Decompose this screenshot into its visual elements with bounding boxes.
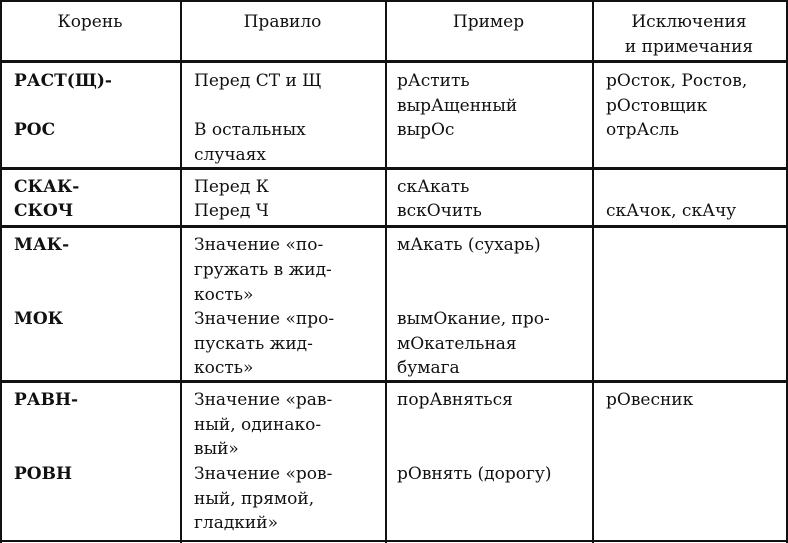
example-cell: вскОчить (397, 201, 482, 221)
row-divider (0, 0, 788, 2)
example-cell: рОвнять (дорогу) (397, 464, 552, 484)
example-cell: вымОкание, про- (397, 309, 550, 329)
rule-cell: Значение «по- (194, 235, 324, 255)
rule-cell: вый» (194, 439, 239, 459)
row-divider (0, 225, 788, 228)
row-divider (0, 540, 788, 542)
rule-cell: гладкий» (194, 513, 278, 533)
column-divider (385, 0, 387, 543)
example-cell: вырОс (397, 120, 455, 140)
example-cell: порАвняться (397, 390, 513, 410)
exception-cell: рОвесник (606, 390, 694, 410)
exception-cell: отрАсль (606, 120, 679, 140)
example-cell: мОкательная (397, 334, 517, 354)
rule-cell: В остальных (194, 120, 306, 140)
example-cell: вырАщенный (397, 96, 518, 116)
column-divider (592, 0, 594, 543)
root-cell: РОС (14, 120, 56, 140)
header-rule: Правило (243, 12, 322, 32)
rule-cell: ный, прямой, (194, 489, 315, 509)
root-cell: РАВН- (14, 390, 79, 410)
root-cell: СКАК- (14, 177, 80, 197)
example-cell: мАкать (сухарь) (397, 235, 541, 255)
column-divider (0, 0, 2, 543)
root-cell: МОК (14, 309, 64, 329)
column-divider (180, 0, 182, 543)
example-cell: скАкать (397, 177, 470, 197)
root-cell: РОВН (14, 464, 73, 484)
column-divider (786, 0, 788, 543)
example-cell: бумага (397, 358, 460, 378)
rule-cell: Перед СТ и Щ (194, 71, 322, 91)
rule-cell: Перед Ч (194, 201, 269, 221)
root-cell: МАК- (14, 235, 70, 255)
exception-cell: рОсток, Ростов, (606, 71, 748, 91)
rule-cell: Перед К (194, 177, 269, 197)
root-cell: СКОЧ (14, 201, 74, 221)
exception-cell: рОстовщик (606, 96, 708, 116)
example-cell: рАстить (397, 71, 470, 91)
header-root: Корень (57, 12, 123, 32)
rule-cell: кость» (194, 285, 254, 305)
row-divider (0, 380, 788, 383)
root-cell: РАСТ(Щ)- (14, 71, 112, 91)
rule-cell: Значение «ров- (194, 464, 333, 484)
rule-cell: случаях (194, 145, 267, 165)
header-divider (0, 60, 788, 63)
rule-cell: Значение «рав- (194, 390, 333, 410)
header-example: Пример (452, 12, 525, 32)
rule-cell: гружать в жид- (194, 260, 332, 280)
header-exceptions-line2: и примечания (624, 37, 754, 57)
rule-cell: Значение «про- (194, 309, 335, 329)
rule-cell: ный, одинако- (194, 415, 322, 435)
row-divider (0, 167, 788, 170)
exception-cell: скАчок, скАчу (606, 201, 737, 221)
rule-cell: пускать жид- (194, 334, 313, 354)
rule-cell: кость» (194, 358, 254, 378)
header-exceptions-line1: Исключения (631, 12, 747, 32)
